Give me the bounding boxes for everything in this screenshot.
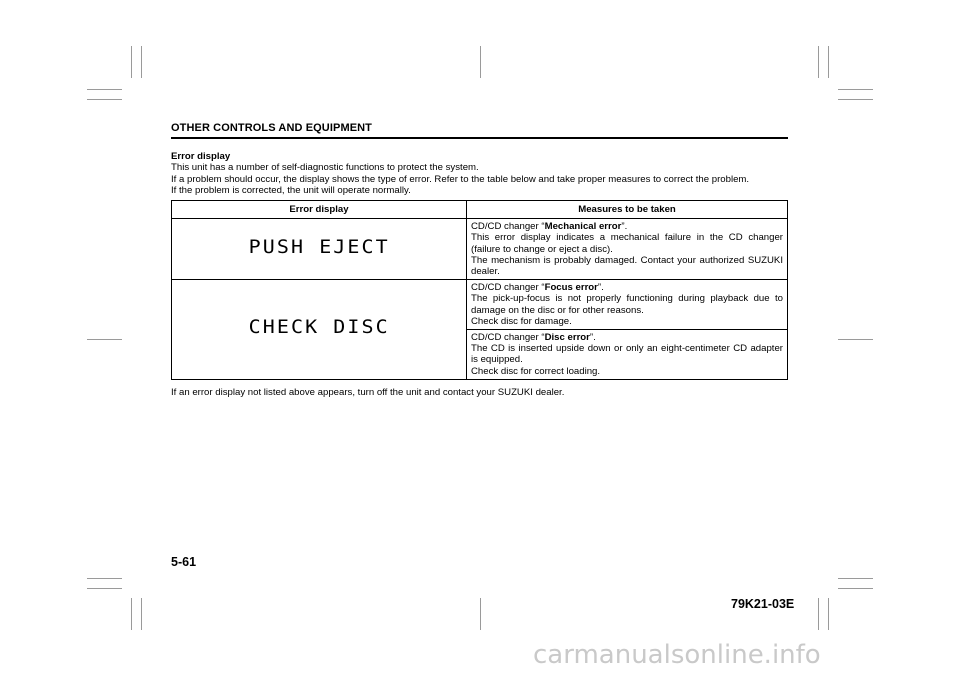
crop-mark <box>838 99 873 100</box>
crop-mark <box>141 598 142 630</box>
table-row <box>172 280 788 330</box>
crop-mark <box>87 99 122 100</box>
crop-mark <box>131 598 132 630</box>
changer-suffix: ”. <box>589 332 596 344</box>
crop-mark <box>838 578 873 579</box>
changer-prefix: CD/CD changer “ <box>471 332 545 344</box>
crop-mark <box>131 46 132 78</box>
error-name: Focus error <box>544 282 598 294</box>
closing-note: If an error display not listed above appears, turn off the unit and contact your SUZUKI dealer. <box>171 387 565 398</box>
measures-cell <box>467 219 788 280</box>
changer-prefix: CD/CD changer “ <box>471 282 545 294</box>
section-heading: Error display <box>171 151 231 162</box>
error-name: Mechanical error <box>544 221 622 233</box>
changer-prefix: CD/CD changer “ <box>471 221 545 233</box>
lcd-error-text: CHECK DISC <box>248 316 390 339</box>
error-description: This error display indicates a mechanical failure in the CD changer (failure to change or eject a disc). <box>471 232 783 255</box>
crop-mark <box>838 89 873 90</box>
error-display-cell <box>172 280 467 380</box>
crop-mark <box>818 598 819 630</box>
section-title: OTHER CONTROLS AND EQUIPMENT <box>171 122 373 134</box>
intro-paragraph: If a problem should occur, the display shows the type of error. Refer to the table below and take proper measures to correct the problem. <box>171 173 750 185</box>
intro-paragraph: If the problem is corrected, the unit will operate normally. <box>171 184 411 196</box>
column-header-error-display: Error display <box>172 201 467 219</box>
crop-mark <box>838 339 873 340</box>
table-row <box>172 219 788 280</box>
changer-suffix: ”. <box>621 221 628 233</box>
error-name: Disc error <box>544 332 590 344</box>
page-number: 5-61 <box>171 555 197 569</box>
column-header-measures: Measures to be taken <box>467 201 788 219</box>
error-display-table <box>171 200 788 380</box>
crop-mark <box>87 89 122 90</box>
crop-mark <box>480 598 481 630</box>
error-action: Check disc for damage. <box>471 315 572 327</box>
measures-cell <box>467 280 788 330</box>
crop-mark <box>828 598 829 630</box>
crop-mark <box>838 588 873 589</box>
changer-suffix: ”. <box>597 282 604 294</box>
crop-mark <box>87 588 122 589</box>
lcd-error-text: PUSH EJECT <box>248 236 390 259</box>
error-description: The CD is inserted upside down or only an eight-centimeter CD adapter is equipped. <box>471 343 783 366</box>
error-action: The mechanism is probably damaged. Contact your authorized SUZUKI dealer. <box>471 254 783 278</box>
intro-section <box>171 151 788 196</box>
crop-mark <box>87 339 122 340</box>
crop-mark <box>480 46 481 78</box>
crop-mark <box>828 46 829 78</box>
error-display-cell <box>172 219 467 280</box>
document-code: 79K21-03E <box>731 597 795 611</box>
crop-mark <box>141 46 142 78</box>
table-header-row <box>172 201 788 219</box>
error-type-line <box>471 332 783 343</box>
error-action: Check disc for correct loading. <box>471 365 601 377</box>
header-rule <box>171 137 788 139</box>
watermark: carmanualsonline.info <box>533 640 821 670</box>
error-type-line <box>471 282 783 293</box>
measures-cell <box>467 330 788 380</box>
error-description: The pick-up-focus is not properly functioning during playback due to damage on the disc or for other reasons. <box>471 293 783 316</box>
intro-paragraph: This unit has a number of self-diagnostic functions to protect the system. <box>171 162 479 174</box>
crop-mark <box>87 578 122 579</box>
error-type-line <box>471 221 783 232</box>
crop-mark <box>818 46 819 78</box>
